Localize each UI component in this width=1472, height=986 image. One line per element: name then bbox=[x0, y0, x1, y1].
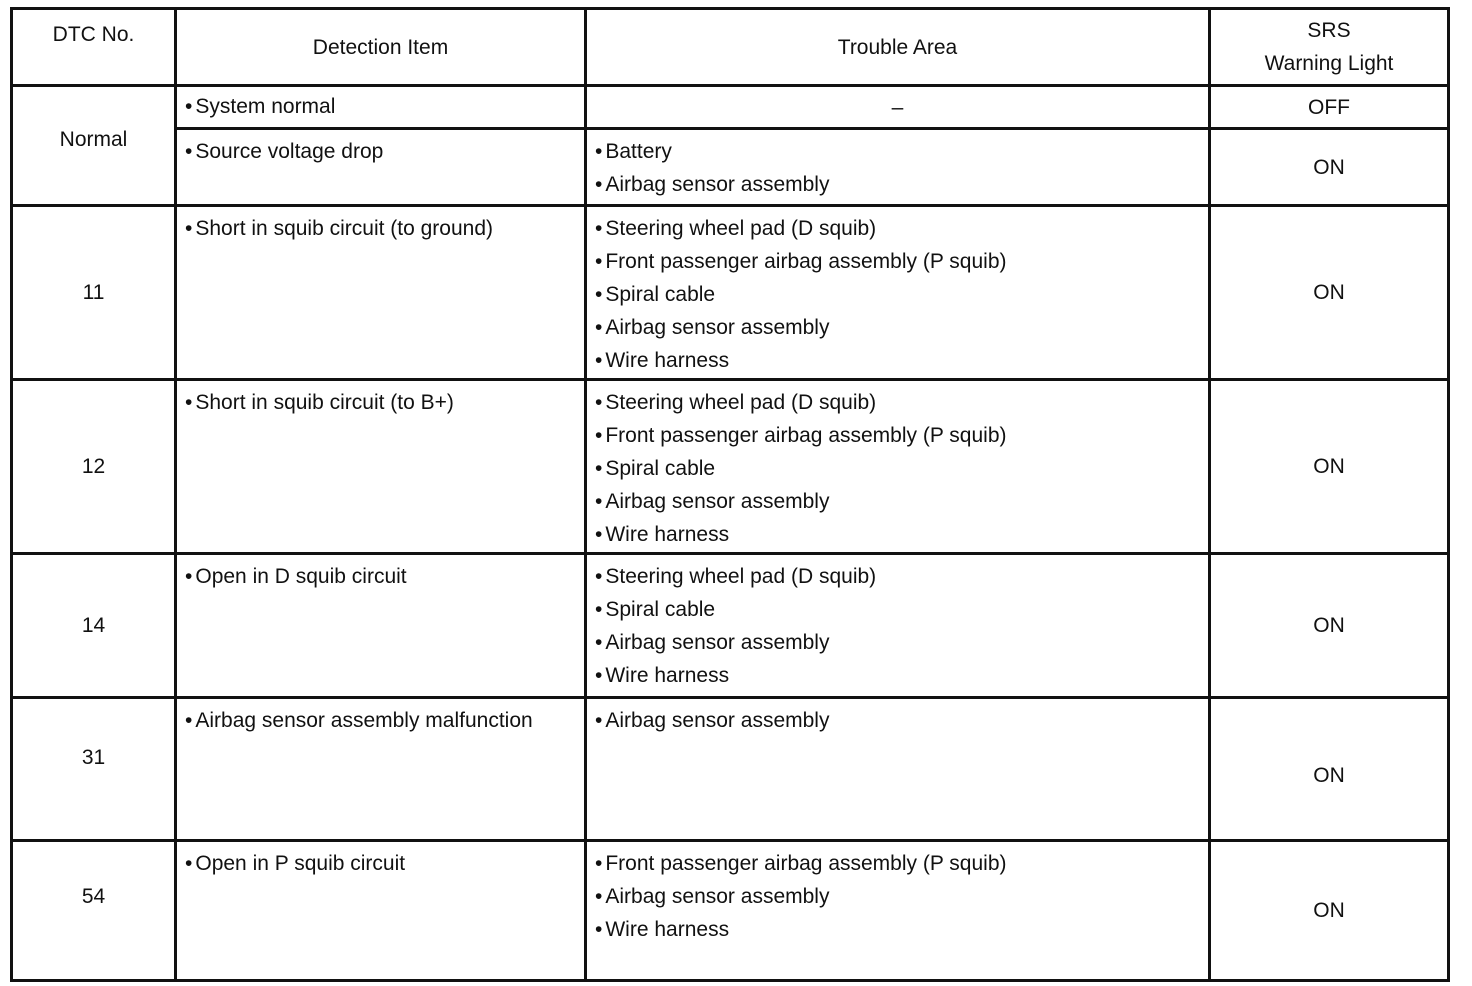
trouble-area-cell bbox=[586, 206, 1210, 380]
header-dtc-no bbox=[12, 9, 176, 86]
trouble-area-item: • Steering wheel pad (D squib) bbox=[595, 212, 1208, 245]
table-body bbox=[12, 86, 1449, 981]
warning-light-value: OFF bbox=[1308, 95, 1350, 119]
detection-item-text: • Short in squib circuit (to B+) bbox=[185, 386, 584, 419]
dtc-cell bbox=[12, 698, 176, 841]
detection-item-text: • Open in D squib circuit bbox=[185, 560, 584, 593]
trouble-area-item: • Spiral cable bbox=[595, 452, 1208, 485]
warning-light-cell bbox=[1210, 129, 1449, 206]
detection-item-text: • Short in squib circuit (to ground) bbox=[185, 212, 584, 245]
dtc-value: 54 bbox=[81, 885, 106, 908]
detection-item-cell bbox=[176, 380, 586, 554]
trouble-area-item: • Front passenger airbag assembly (P squib) bbox=[595, 419, 1208, 452]
table-row-normal-b bbox=[12, 129, 1449, 206]
trouble-area-cell bbox=[586, 380, 1210, 554]
detection-item-text: • Open in P squib circuit bbox=[185, 847, 584, 880]
trouble-area-item: • Steering wheel pad (D squib) bbox=[595, 560, 1208, 593]
trouble-area-item: • Airbag sensor assembly bbox=[595, 704, 1208, 737]
warning-light-cell bbox=[1210, 698, 1449, 841]
header-trouble-area bbox=[586, 9, 1210, 86]
table-row-dtc-14 bbox=[12, 554, 1449, 698]
dtc-cell bbox=[12, 206, 176, 380]
table-row-dtc-11 bbox=[12, 206, 1449, 380]
dtc-cell-normal bbox=[12, 86, 176, 206]
header-srs-line1: SRS bbox=[1307, 19, 1351, 42]
trouble-area-cell bbox=[586, 86, 1210, 129]
trouble-area-item: • Airbag sensor assembly bbox=[595, 485, 1208, 518]
warning-light-value: ON bbox=[1313, 614, 1345, 637]
trouble-area-dash: – bbox=[891, 95, 904, 119]
trouble-area-item: • Airbag sensor assembly bbox=[595, 311, 1208, 344]
warning-light-cell bbox=[1210, 554, 1449, 698]
dtc-value: 12 bbox=[81, 455, 106, 478]
header-srs-line2: Warning Light bbox=[1264, 52, 1394, 75]
trouble-area-cell bbox=[586, 554, 1210, 698]
trouble-area-item: • Front passenger airbag assembly (P squib) bbox=[595, 847, 1208, 880]
trouble-area-item: • Front passenger airbag assembly (P squib) bbox=[595, 245, 1208, 278]
detection-item-cell bbox=[176, 206, 586, 380]
detection-item-cell bbox=[176, 554, 586, 698]
dtc-table bbox=[10, 7, 1450, 982]
detection-item-cell bbox=[176, 129, 586, 206]
detection-item-cell bbox=[176, 841, 586, 981]
warning-light-cell bbox=[1210, 206, 1449, 380]
dtc-cell bbox=[12, 841, 176, 981]
trouble-area-item: • Wire harness bbox=[595, 344, 1208, 377]
table-row-dtc-54 bbox=[12, 841, 1449, 981]
dtc-value: Normal bbox=[59, 128, 128, 151]
header-srs-warning-light bbox=[1210, 9, 1449, 86]
trouble-area-item: • Airbag sensor assembly bbox=[595, 880, 1208, 913]
detection-item-cell bbox=[176, 698, 586, 841]
warning-light-value: ON bbox=[1313, 899, 1345, 922]
dtc-value: 11 bbox=[82, 281, 105, 304]
trouble-area-item: • Airbag sensor assembly bbox=[595, 626, 1208, 659]
dtc-cell bbox=[12, 554, 176, 698]
dtc-value: 31 bbox=[81, 745, 106, 769]
table-header bbox=[12, 9, 1449, 86]
trouble-area-item: • Steering wheel pad (D squib) bbox=[595, 386, 1208, 419]
header-detection-item-label: Detection Item bbox=[312, 35, 449, 59]
detection-item-text: • Airbag sensor assembly malfunction bbox=[185, 704, 584, 737]
dtc-cell bbox=[12, 380, 176, 554]
warning-light-value: ON bbox=[1313, 455, 1345, 478]
detection-item-text: • Source voltage drop bbox=[185, 135, 584, 168]
header-detection-item bbox=[176, 9, 586, 86]
trouble-area-cell bbox=[586, 698, 1210, 841]
header-dtc-no-label: DTC No. bbox=[52, 23, 135, 46]
header-row bbox=[12, 9, 1449, 86]
header-trouble-area-label: Trouble Area bbox=[837, 35, 958, 59]
warning-light-cell bbox=[1210, 841, 1449, 981]
trouble-area-item: • Wire harness bbox=[595, 518, 1208, 551]
warning-light-value: ON bbox=[1313, 281, 1345, 304]
trouble-area-item: • Wire harness bbox=[595, 913, 1208, 946]
warning-light-value: ON bbox=[1313, 155, 1345, 179]
trouble-area-cell bbox=[586, 841, 1210, 981]
table-row-dtc-12 bbox=[12, 380, 1449, 554]
detection-item-cell bbox=[176, 86, 586, 129]
trouble-area-item: • Wire harness bbox=[595, 659, 1208, 692]
trouble-area-item: • Airbag sensor assembly bbox=[595, 168, 1208, 201]
warning-light-cell bbox=[1210, 380, 1449, 554]
table-row-dtc-31 bbox=[12, 698, 1449, 841]
trouble-area-cell bbox=[586, 129, 1210, 206]
detection-item-text: • System normal bbox=[185, 90, 584, 123]
trouble-area-item: • Spiral cable bbox=[595, 593, 1208, 626]
warning-light-value: ON bbox=[1313, 763, 1345, 787]
warning-light-cell bbox=[1210, 86, 1449, 129]
table-row-normal-a bbox=[12, 86, 1449, 129]
dtc-value: 14 bbox=[81, 614, 106, 637]
trouble-area-item: • Battery bbox=[595, 135, 1208, 168]
trouble-area-item: • Spiral cable bbox=[595, 278, 1208, 311]
